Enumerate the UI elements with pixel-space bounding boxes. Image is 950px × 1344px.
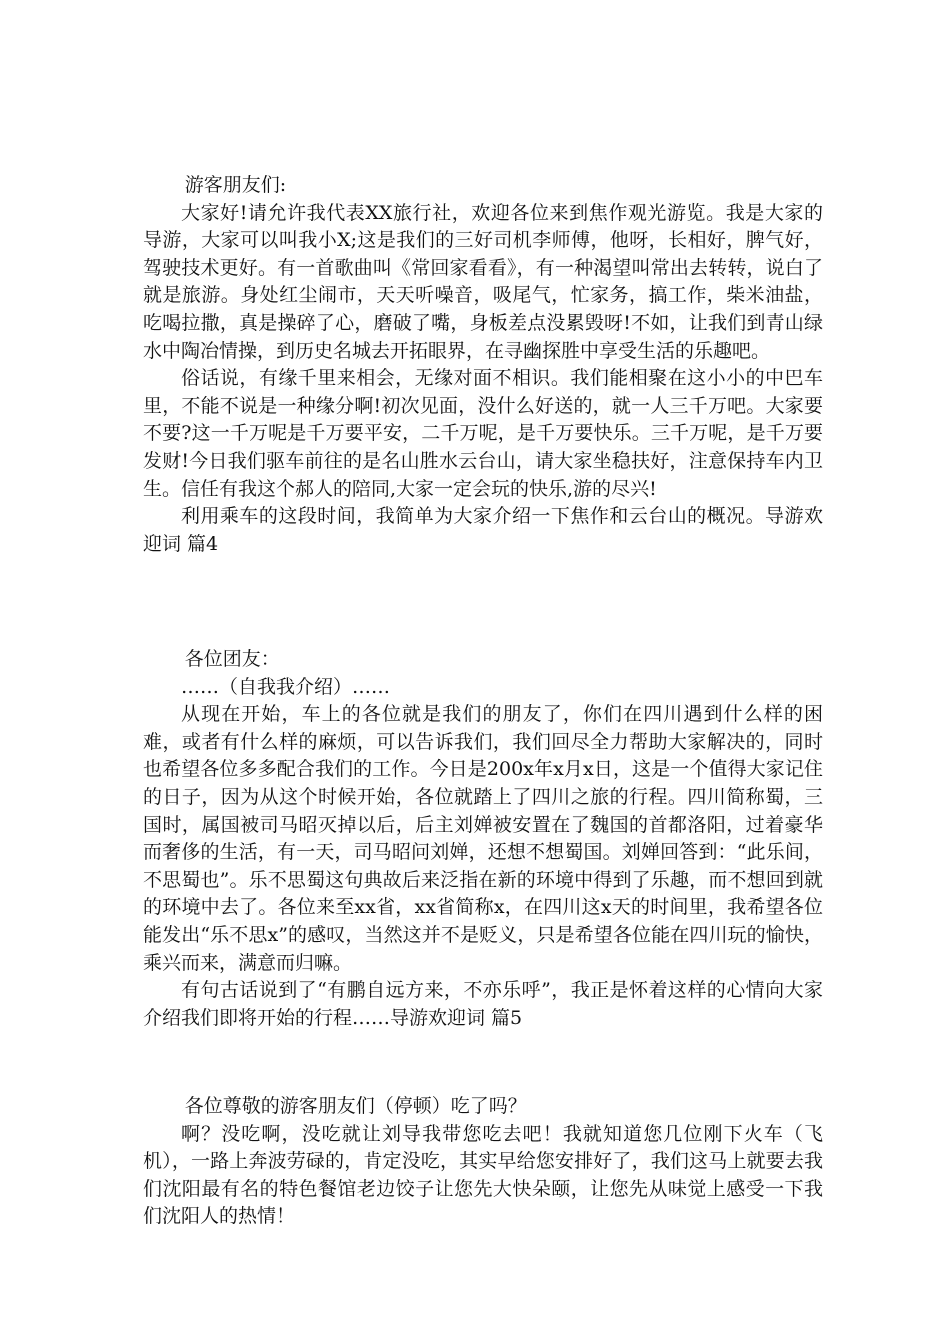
greeting: 各位尊敬的游客朋友们（停顿）吃了吗？	[184, 1095, 527, 1117]
section-3	[143, 1093, 823, 1231]
paragraph: 从现在开始，车上的各位就是我们的朋友了，你们在四川遇到什么样的困难，或者有什么样的麻烦，可以告诉我们，我们回尽全力帮助大家解决的，同时也希望各位多多配合我们的工作。今日是200x年x月x日，这是一个值得大家记住的日子，因为从这个时候开始，各位就踏上了四川之旅的行程。四川简称蜀，三国时，属国被司马昭灭掉以后，后主刘婵被安置在了魏国的首都洛阳，过着豪华而奢侈的生活，有一天，司马昭问刘婵，还想不想蜀国。刘婵回答到：“此乐间，不思蜀也”。乐不思蜀这句典故后来泛指在新的环境中得到了乐趣，而不想回到就的环境中去了。各位来至xx省，xx省简称x，在四川这x天的时间里，我希望各位能发出“乐不思x”的感叹，当然这并不是贬义，只是希望各位能在四川玩的愉快，乘兴而来，满意而归嘛。	[143, 703, 823, 974]
paragraph: 俗话说，有缘千里来相会，无缘对面不相识。我们能相聚在这小小的中巴车里，不能不说是一种缘分啊!初次见面，没什么好送的，就一人三千万吧。大家要不要?这一千万呢是千万要平安，二千万呢，是千万要快乐。三千万呢，是千万要发财!今日我们驱车前往的是名山胜水云台山，请大家坐稳扶好，注意保持车内卫生。信任有我这个郝人的陪同,大家一定会玩的快乐,游的尽兴!	[143, 367, 823, 500]
section-1	[143, 172, 823, 558]
paragraph: 有句古话说到了“有鹏自远方来，不亦乐呼”，我正是怀着这样的心情向大家介绍我们即将开始的行程……导游欢迎词 篇5	[143, 979, 823, 1029]
section-2	[143, 646, 823, 1032]
greeting: 各位团友：	[184, 648, 280, 670]
paragraph: ……（自我我介绍）……	[181, 675, 391, 698]
paragraph: 大家好!请允许我代表XX旅行社，欢迎各位来到焦作观光游览。我是大家的导游，大家可以叫我小X;这是我们的三好司机李师傅，他呀，长相好，脾气好，驾驶技术更好。有一首歌曲叫《常回家看看》，有一种渴望叫常出去转转，说白了就是旅游。身处红尘闹市，天天听噪音，吸尾气，忙家务，搞工作，柴米油盐，吃喝拉撒，真是操碎了心，磨破了嘴，身板差点没累毁呀!不如，让我们到青山绿水中陶冶情操，到历史名城去开拓眼界，在寻幽探胜中享受生活的乐趣吧。	[143, 201, 823, 362]
paragraph: 啊？没吃啊，没吃就让刘导我带您吃去吧！我就知道您几位刚下火车（飞机），一路上奔波劳碌的，肯定没吃，其实早给您安排好了，我们这马上就要去我们沈阳最有名的特色餐馆老边饺子让您先大快朵颐，让您先从味觉上感受一下我们沈阳人的热情！	[143, 1122, 823, 1228]
paragraph: 利用乘车的这段时间，我简单为大家介绍一下焦作和云台山的概况。导游欢迎词 篇4	[143, 505, 823, 555]
greeting: 游客朋友们:	[184, 174, 287, 196]
